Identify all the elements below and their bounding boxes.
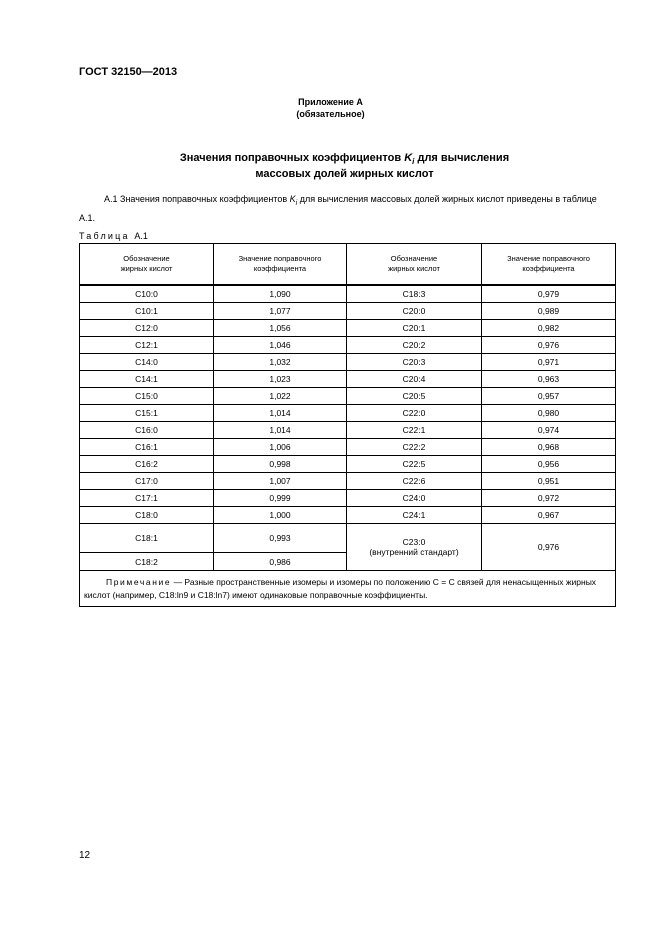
coefficient-value: 1,022 [214,388,347,405]
header-designation-1: Обозначение жирных кислот [80,244,214,286]
table-row [80,422,616,439]
note-text: — Разные пространственные изомеры и изомеры по положению С = С связей для ненасыщенных жирных кислот (например, С18:ln9 и С18:ln7) имеют одинаковые поправочные коэффициенты. [84,577,597,600]
page-number: 12 [79,850,91,861]
coefficient-value: 0,993 [214,524,347,553]
acid-designation: C20:1 [347,320,482,337]
acid-designation: C18:2 [80,553,214,571]
table-caption-number: А.1 [134,231,148,241]
table-row [80,405,616,422]
intro-k-symbol: K [289,194,296,204]
acid-designation: C23:0 (внутренний стандарт) [347,524,482,571]
header-designation-2: Обозначение жирных кислот [347,244,482,286]
acid-designation: C20:3 [347,354,482,371]
acid-designation: C15:1 [80,405,214,422]
table-row [80,473,616,490]
table-header-row [80,244,616,286]
acid-designation: C10:1 [80,303,214,320]
table-row [80,303,616,320]
coefficient-value: 0,982 [482,320,616,337]
coefficient-value: 0,976 [482,524,616,571]
coefficient-value: 1,000 [214,507,347,524]
coefficient-value: 0,980 [482,405,616,422]
document-code: ГОСТ 32150—2013 [79,66,178,78]
acid-designation: C24:1 [347,507,482,524]
acid-designation: C20:4 [347,371,482,388]
table-row [80,524,616,553]
table-row [80,337,616,354]
acid-designation: C17:0 [80,473,214,490]
coefficients-table [79,243,616,607]
acid-designation: C20:5 [347,388,482,405]
intro-post: для вычисления массовых долей жирных кислот приведены в таблице А.1. [79,194,597,223]
table-row [80,439,616,456]
heading-line2: массовых долей жирных кислот [255,168,434,181]
coefficient-value: 0,963 [482,371,616,388]
acid-designation: C22:1 [347,422,482,439]
acid-designation: C16:2 [80,456,214,473]
header-value-2: Значение поправочного коэффициента [482,244,616,286]
acid-designation: C20:0 [347,303,482,320]
table-note [80,571,616,607]
table-row [80,456,616,473]
heading-line1-post: для вычисления [414,152,510,164]
coefficient-value: 1,032 [214,354,347,371]
coefficient-value: 1,023 [214,371,347,388]
table-row [80,320,616,337]
acid-designation: C22:6 [347,473,482,490]
appendix-title: Приложение А [298,97,363,107]
intro-pre: А.1 Значения поправочных коэффициентов [104,194,290,204]
acid-designation: C12:1 [80,337,214,354]
coefficient-value: 1,014 [214,422,347,439]
acid-designation: C20:2 [347,337,482,354]
table-row [80,388,616,405]
acid-designation: C22:2 [347,439,482,456]
coefficient-value: 0,968 [482,439,616,456]
coefficient-value: 0,971 [482,354,616,371]
heading-line1-pre: Значения поправочных коэффициентов [179,152,405,164]
intro-paragraph [79,192,615,225]
table-row [80,371,616,388]
coefficient-value: 1,007 [214,473,347,490]
acid-designation: C18:1 [80,524,214,553]
table-note-row [80,571,616,607]
coefficient-value: 0,989 [482,303,616,320]
intro-k-subscript: i [295,199,298,207]
acid-designation: C14:0 [80,354,214,371]
coefficient-value: 0,957 [482,388,616,405]
heading-k-symbol: K [404,152,413,164]
coefficient-value: 0,974 [482,422,616,439]
header-value-1: Значение поправочного коэффициента [214,244,347,286]
coefficient-value: 0,979 [482,285,616,303]
acid-designation: C14:1 [80,371,214,388]
coefficient-value: 1,014 [214,405,347,422]
acid-designation: C15:0 [80,388,214,405]
coefficient-value: 0,956 [482,456,616,473]
acid-designation: C16:1 [80,439,214,456]
table-row [80,507,616,524]
acid-designation: C22:5 [347,456,482,473]
coefficient-value: 1,006 [214,439,347,456]
table-caption [79,231,148,241]
note-label: Примечание [106,577,172,587]
coefficient-value: 0,972 [482,490,616,507]
coefficient-value: 1,046 [214,337,347,354]
acid-designation: C18:3 [347,285,482,303]
acid-designation: C10:0 [80,285,214,303]
acid-designation: C16:0 [80,422,214,439]
coefficient-value: 0,999 [214,490,347,507]
coefficient-value: 0,976 [482,337,616,354]
coefficient-value: 0,998 [214,456,347,473]
coefficient-value: 1,077 [214,303,347,320]
coefficient-value: 1,090 [214,285,347,303]
coefficient-value: 0,986 [214,553,347,571]
coefficient-value: 0,951 [482,473,616,490]
acid-designation: C22:0 [347,405,482,422]
table-row [80,490,616,507]
appendix-status: (обязательное) [296,109,365,119]
coefficient-value: 1,056 [214,320,347,337]
acid-designation: C24:0 [347,490,482,507]
table-row [80,354,616,371]
coefficient-value: 0,967 [482,507,616,524]
heading-k-subscript: i [412,157,415,167]
acid-designation: C12:0 [80,320,214,337]
table-caption-label: Таблица [79,231,130,241]
table-row [80,285,616,303]
acid-designation: C17:1 [80,490,214,507]
acid-designation: C18:0 [80,507,214,524]
section-heading [0,152,661,181]
